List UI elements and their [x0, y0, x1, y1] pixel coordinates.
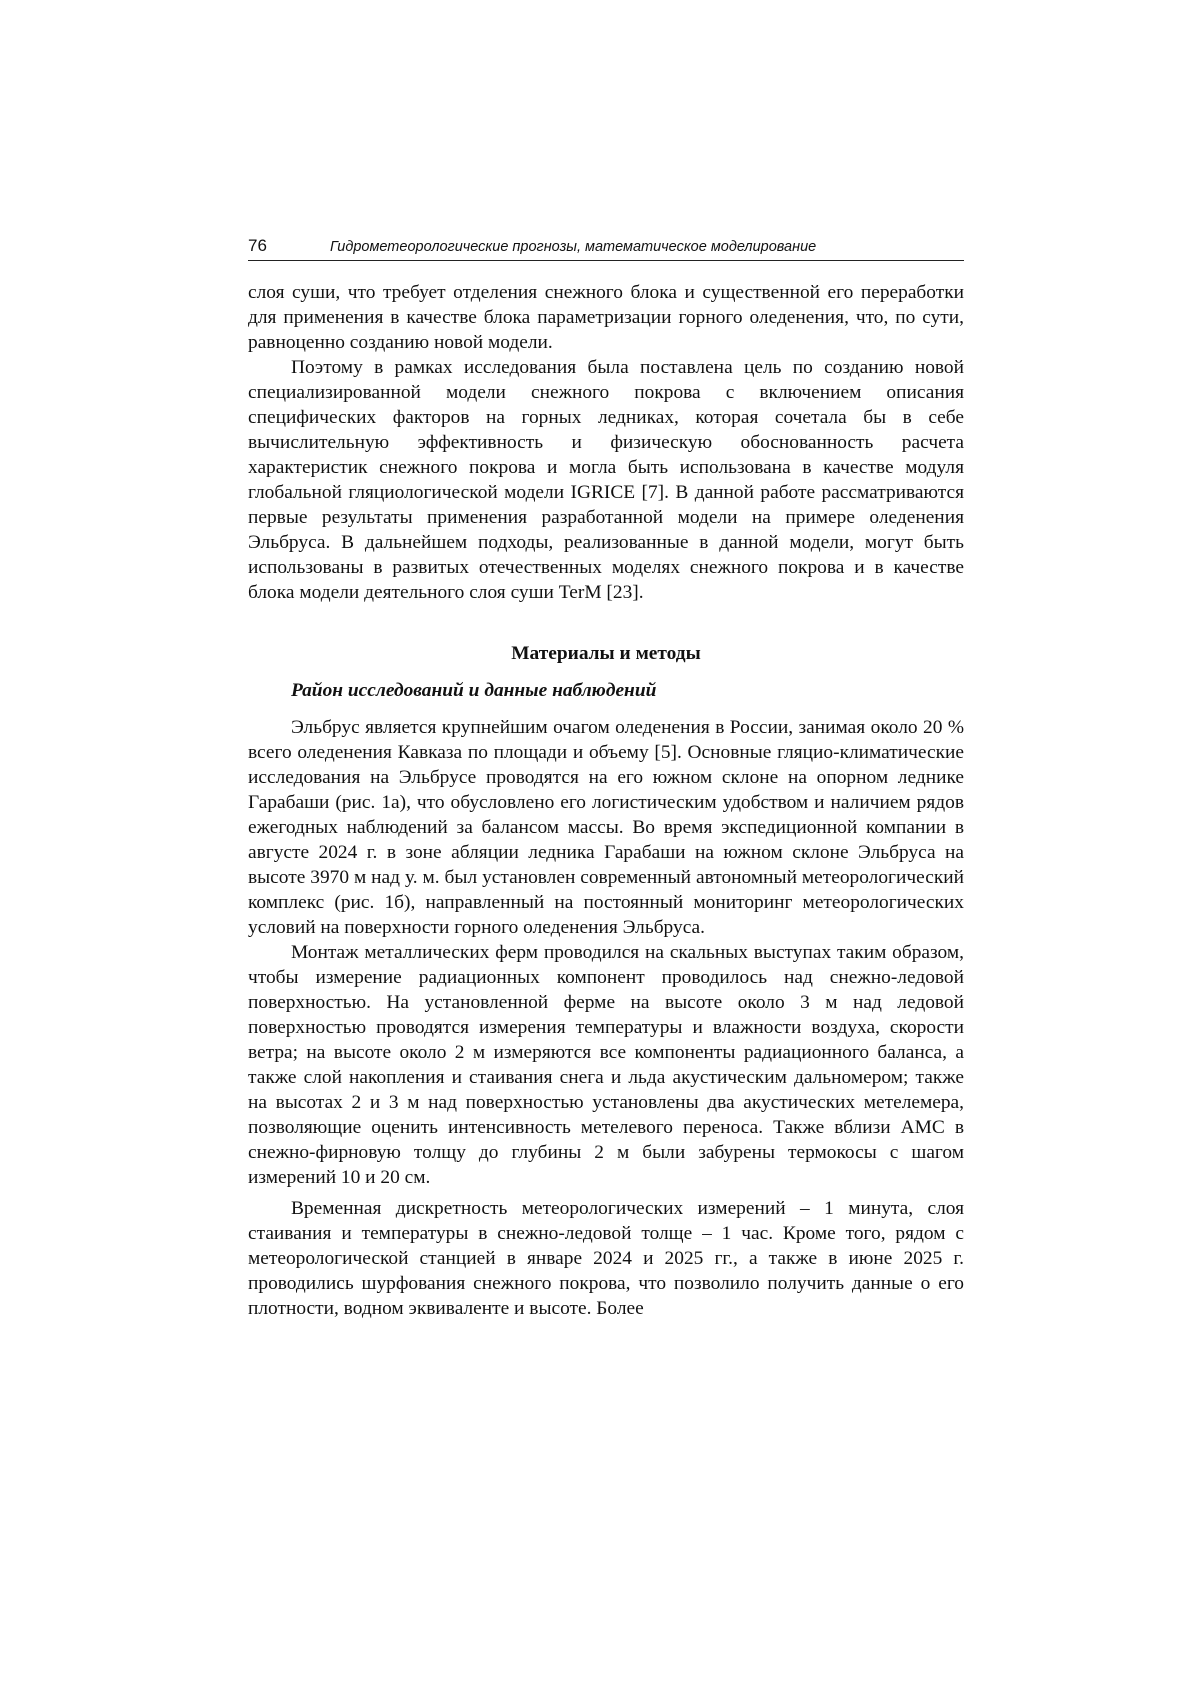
paragraph-1: слоя суши, что требует отделения снежного блока и существенной его переработки для применения в качестве блока параметризации горного оледенения, что, по сути, равноценно созданию новой модели.	[248, 282, 964, 353]
running-title: Гидрометеорологические прогнозы, математическое моделирование	[330, 239, 817, 255]
page-header	[248, 236, 964, 261]
paragraph-3: Эльбрус является крупнейшим очагом оледенения в России, занимая около 20 % всего оледенения Кавказа по площади и объему [5]. Основные гляцио-климатические исследования на Эльбрусе проводятся на его южном склоне на опорном леднике Гарабаши (рис. 1а), что обусловлено его логистическим удобством и наличием рядов ежегодных наблюдений за балансом массы. Во время экспедиционной компании в августе 2024 г. в зоне абляции ледника Гарабаши на южном склоне Эльбруса на высоте 3970 м над у. м. был установлен современный автономный метеорологический комплекс (рис. 1б), направленный на постоянный мониторинг метеорологических условий на поверхности горного оледенения Эльбруса.	[248, 717, 964, 938]
paragraph-5: Временная дискретность метеорологических измерений – 1 минута, слоя стаивания и температуры в снежно-ледовой толще – 1 час. Кроме того, рядом с метеорологической станцией в январе 2024 и 2025 гг., а также в июне 2025 г. проводились шурфования снежного покрова, что позволило получить данные о его плотности, водном эквиваленте и высоте. Более	[248, 1198, 964, 1319]
page-body	[248, 280, 964, 1321]
page-number: 76	[248, 236, 267, 255]
paragraph-2: Поэтому в рамках исследования была поставлена цель по созданию новой специализированной модели снежного покрова с включением описания специфических факторов на горных ледниках, которая сочетала бы в себе вычислительную эффективность и физическую обоснованность расчета характеристик снежного покрова и могла быть использована в качестве модуля глобальной гляциологической модели IGRICE [7]. В данной работе рассматриваются первые результаты применения разработанной модели на примере оледенения Эльбруса. В дальнейшем подходы, реализованные в данной модели, могут быть использованы в развитых отечественных моделях снежного покрова и в качестве блока модели деятельного слоя суши TerM [23].	[248, 357, 964, 603]
subsection-heading: Район исследований и данные наблюдений	[291, 680, 657, 701]
section-heading: Материалы и методы	[511, 643, 701, 664]
paragraph-4: Монтаж металлических ферм проводился на скальных выступах таким образом, чтобы измерение радиационных компонент проводилось над снежно-ледовой поверхностью. На установленной ферме на высоте около 3 м над ледовой поверхностью проводятся измерения температуры и влажности воздуха, скорости ветра; на высоте около 2 м измеряются все компоненты радиационного баланса, а также слой накопления и стаивания снега и льда акустическим дальномером; также на высотах 2 и 3 м над поверхностью установлены два акустических метелемера, позволяющие оценить интенсивность метелевого переноса. Также вблизи АМС в снежно-фирновую толщу до глубины 2 м были забурены термокосы с шагом измерений 10 и 20 см.	[248, 942, 964, 1188]
